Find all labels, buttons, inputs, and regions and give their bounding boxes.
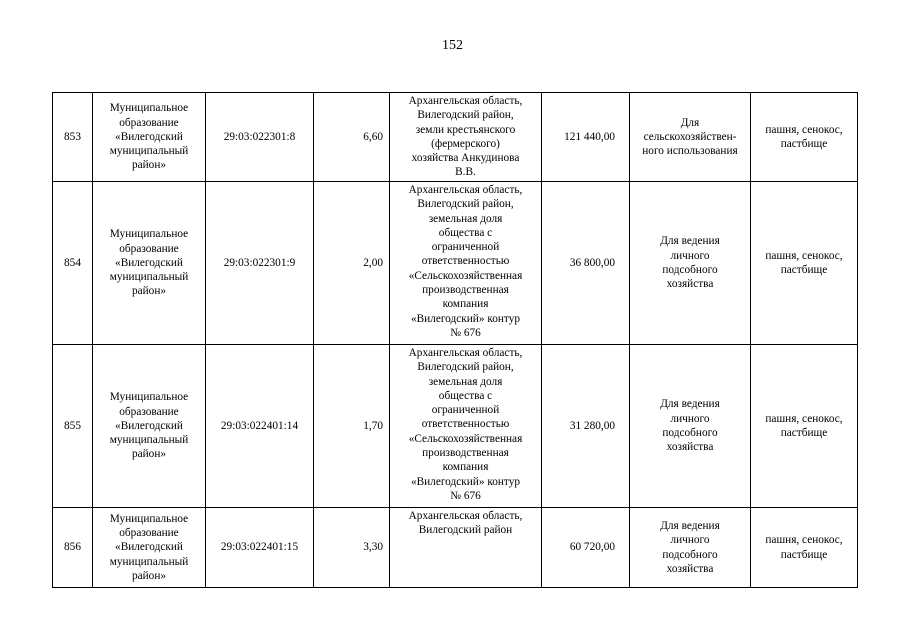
land-type-cell-line: пашня, сенокос,	[765, 249, 843, 262]
permitted-use-cell-line: сельскохозяйствен-	[643, 130, 737, 143]
permitted-use-cell	[630, 182, 751, 345]
permitted-use-cell-line: хозяйства	[666, 441, 714, 454]
owner-cell-line: район»	[131, 569, 167, 582]
land-type-cell-line: пастбище	[780, 264, 828, 276]
address-cell-line: ограниченной	[431, 404, 500, 417]
owner-cell-line: «Вилегодский	[115, 130, 183, 143]
owner-cell-line: район»	[131, 159, 167, 172]
land-plots-table	[52, 92, 858, 588]
address-cell-line: общества с	[438, 226, 493, 239]
permitted-use-cell	[630, 508, 751, 588]
address-cell-line: земельная доля	[428, 212, 503, 225]
table-row	[53, 93, 858, 182]
address-cell-line: Вилегодский район	[418, 524, 513, 537]
address-cell-line: ответственностью	[421, 418, 510, 431]
permitted-use-cell-line: ного использования	[642, 145, 738, 158]
address-cell-line: Архангельская область,	[408, 347, 523, 359]
cadastral-number: 29:03:022301:8	[206, 93, 314, 182]
address-cell-line: земли крестьянского	[415, 123, 516, 136]
owner-cell-line: «Вилегодский	[115, 541, 183, 554]
address-cell-line: ответственностью	[421, 255, 510, 268]
owner-cell-line: муниципальный	[109, 434, 189, 447]
permitted-use-cell-line: Для	[680, 116, 700, 129]
owner-cell-line: муниципальный	[109, 145, 189, 158]
area-value: 6,60	[314, 93, 390, 182]
land-type-cell-line: пашня, сенокос,	[765, 123, 843, 136]
land-type-cell-line: пашня, сенокос,	[765, 534, 843, 547]
permitted-use-cell-line: личного	[670, 534, 710, 547]
land-type-cell-line: пастбище	[780, 138, 828, 150]
owner-cell-line: район»	[131, 448, 167, 461]
table-row	[53, 345, 858, 508]
permitted-use-cell-line: личного	[670, 412, 710, 425]
address-cell-line: Архангельская область,	[408, 184, 523, 196]
land-type-cell	[751, 345, 858, 508]
owner-cell-line: район»	[131, 285, 167, 298]
address-cell-line: «Вилегодский» контур	[410, 312, 521, 325]
land-type-cell-line: пастбище	[780, 548, 828, 561]
address-cell-line: хозяйства Анкудинова	[411, 152, 520, 165]
cadastral-number: 29:03:022401:14	[206, 345, 314, 508]
owner-cell	[93, 345, 206, 508]
address-cell	[390, 508, 542, 588]
area-value: 1,70	[314, 345, 390, 508]
address-cell-line: Архангельская область,	[408, 95, 523, 107]
address-cell-line: компания	[442, 461, 489, 474]
owner-cell	[93, 93, 206, 182]
address-cell-line: (фермерского)	[431, 137, 500, 150]
address-cell-line: В.В.	[455, 166, 476, 179]
price-value: 60 720,00	[542, 508, 630, 588]
address-cell	[390, 93, 542, 182]
address-cell-line: № 676	[450, 489, 481, 502]
permitted-use-cell-line: подсобного	[662, 264, 718, 276]
page-number: 152	[442, 38, 463, 53]
owner-cell-line: «Вилегодский	[115, 256, 183, 269]
permitted-use-cell-line: хозяйства	[666, 562, 714, 575]
owner-cell-line: образование	[119, 527, 179, 540]
owner-cell-line: Муниципальное	[109, 102, 189, 115]
land-type-cell-line: пастбище	[780, 427, 828, 439]
area-value: 2,00	[314, 182, 390, 345]
price-value: 36 800,00	[542, 182, 630, 345]
row-number: 855	[53, 345, 93, 508]
permitted-use-cell	[630, 345, 751, 508]
address-cell-line: Вилегодский район,	[417, 361, 514, 374]
address-cell-line: компания	[442, 298, 489, 311]
permitted-use-cell-line: хозяйства	[666, 278, 714, 291]
address-cell-line: производственная	[422, 284, 509, 297]
owner-cell	[93, 182, 206, 345]
price-value: 31 280,00	[542, 345, 630, 508]
address-cell-line: Вилегодский район,	[417, 109, 514, 122]
owner-cell-line: муниципальный	[109, 555, 189, 568]
owner-cell-line: образование	[119, 242, 179, 255]
address-cell-line: «Сельскохозяйственная	[408, 269, 523, 282]
address-cell-line: земельная доля	[428, 375, 503, 388]
address-cell	[390, 182, 542, 345]
area-value: 3,30	[314, 508, 390, 588]
permitted-use-cell-line: подсобного	[662, 548, 718, 561]
row-number: 856	[53, 508, 93, 588]
land-type-cell-line: пашня, сенокос,	[765, 412, 843, 425]
owner-cell-line: Муниципальное	[109, 391, 189, 404]
owner-cell-line: образование	[119, 405, 179, 418]
owner-cell	[93, 508, 206, 588]
row-number: 854	[53, 182, 93, 345]
land-type-cell	[751, 508, 858, 588]
address-cell	[390, 345, 542, 508]
address-cell-line: ограниченной	[431, 241, 500, 254]
address-cell-line: общества с	[438, 389, 493, 402]
address-cell-line: «Вилегодский» контур	[410, 475, 521, 488]
permitted-use-cell	[630, 93, 751, 182]
permitted-use-cell-line: Для ведения	[660, 519, 720, 532]
address-cell-line: производственная	[422, 447, 509, 460]
owner-cell-line: муниципальный	[109, 271, 189, 284]
row-number: 853	[53, 93, 93, 182]
address-cell-line: Архангельская область,	[408, 510, 523, 522]
address-cell-line: Вилегодский район,	[417, 198, 514, 211]
owner-cell-line: «Вилегодский	[115, 419, 183, 432]
cadastral-number: 29:03:022301:9	[206, 182, 314, 345]
table-body	[53, 93, 858, 588]
permitted-use-cell-line: Для ведения	[660, 398, 720, 411]
address-cell-line: «Сельскохозяйственная	[408, 432, 523, 445]
land-type-cell	[751, 182, 858, 345]
table-row	[53, 182, 858, 345]
owner-cell-line: Муниципальное	[109, 512, 189, 525]
table-row	[53, 508, 858, 588]
permitted-use-cell-line: подсобного	[662, 427, 718, 439]
land-type-cell	[751, 93, 858, 182]
address-cell-line: № 676	[450, 326, 481, 339]
owner-cell-line: образование	[119, 116, 179, 129]
cadastral-number: 29:03:022401:15	[206, 508, 314, 588]
owner-cell-line: Муниципальное	[109, 228, 189, 241]
permitted-use-cell-line: личного	[670, 249, 710, 262]
price-value: 121 440,00	[542, 93, 630, 182]
permitted-use-cell-line: Для ведения	[660, 235, 720, 248]
